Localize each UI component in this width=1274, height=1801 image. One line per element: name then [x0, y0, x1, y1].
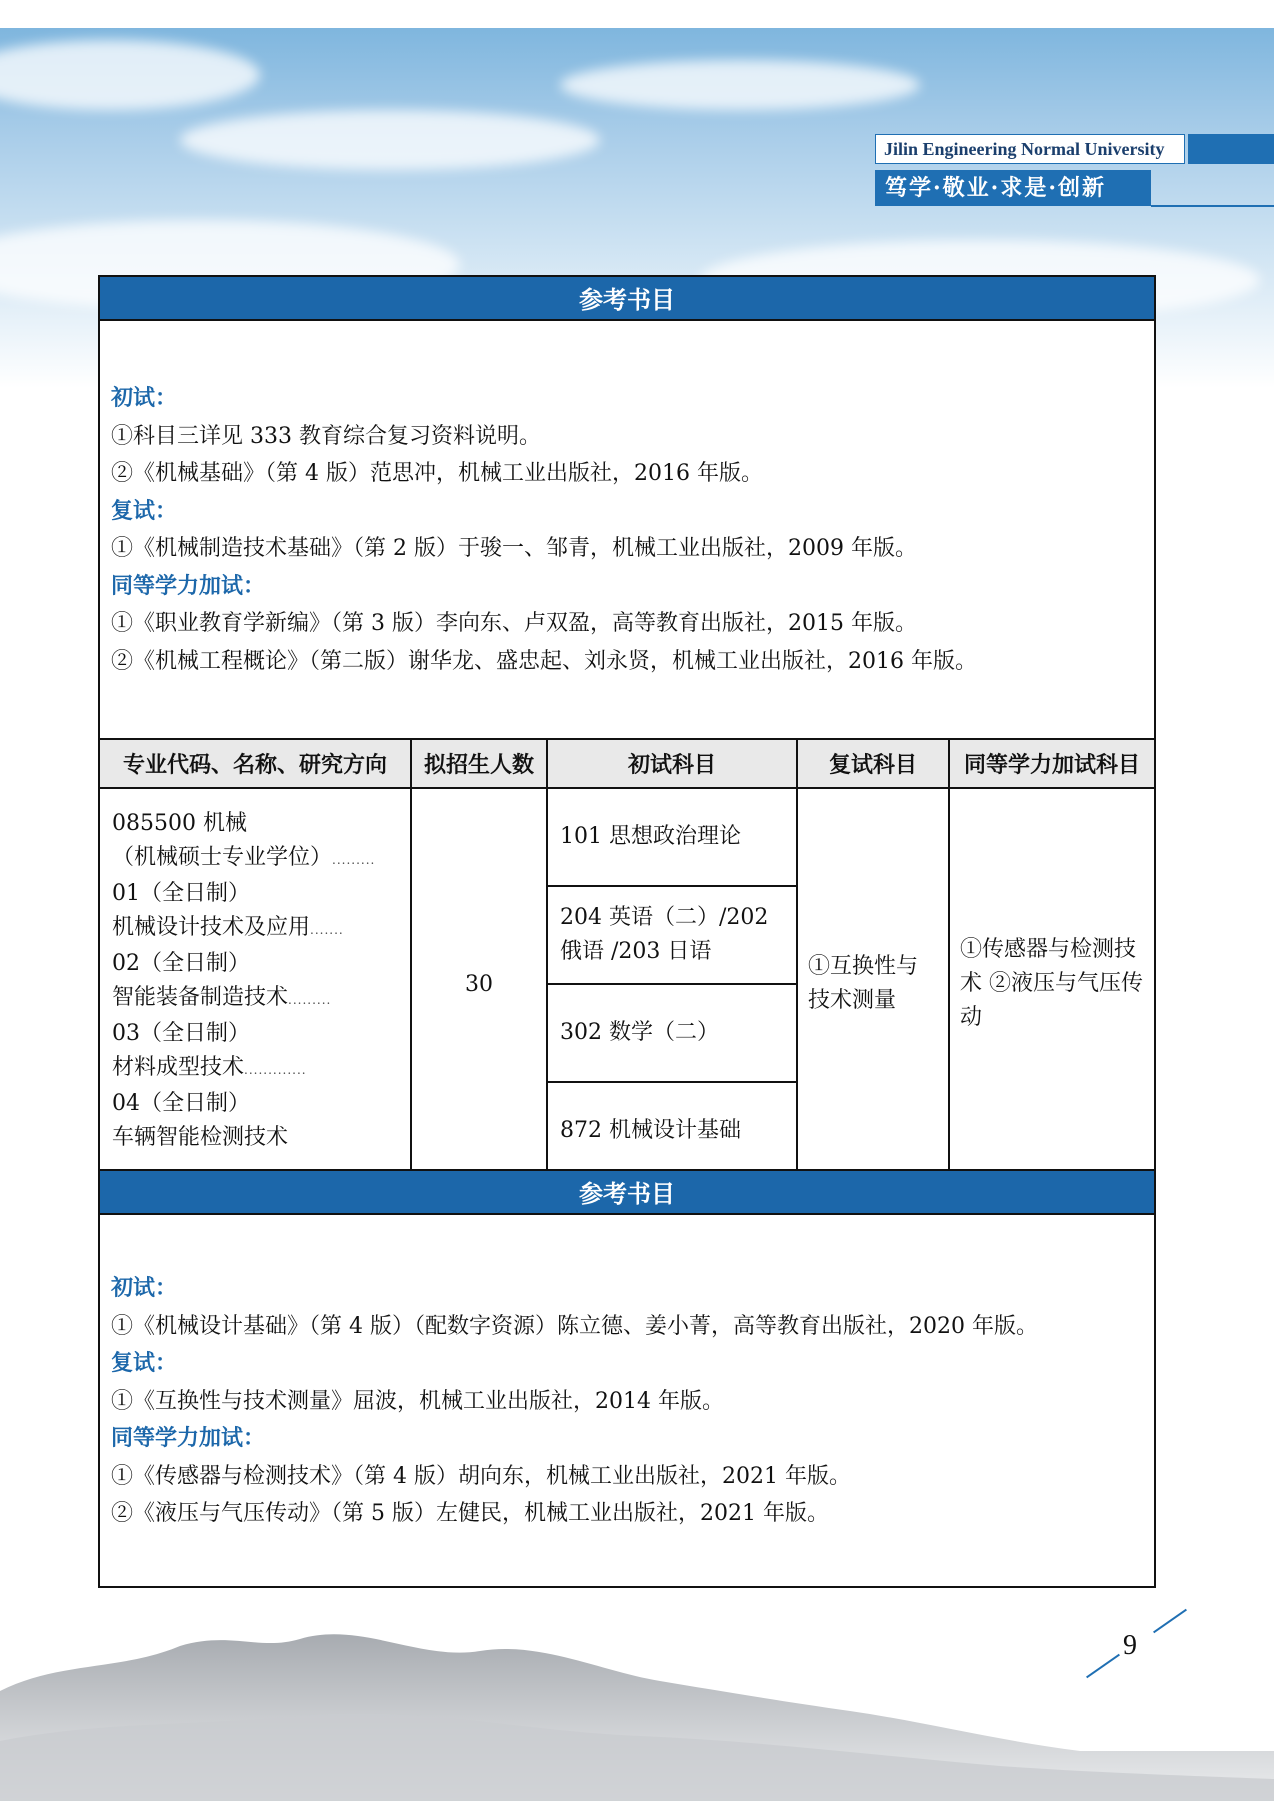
- cloud-decoration: [560, 60, 920, 110]
- major-cell: [99, 788, 411, 1180]
- initial-exam-heading: 初试：: [111, 1276, 178, 1301]
- major-line: 03（全日制）: [112, 1021, 250, 1046]
- major-line: 机械设计技术及应用.......: [112, 915, 344, 940]
- reference-item: ①《互换性与技术测量》屈波，机械工业出版社，2014 年版。: [111, 1388, 724, 1414]
- reference-item: ①《机械制造技术基础》（第 2 版）于骏一、邹青，机械工业出版社，2009 年版。: [111, 536, 917, 561]
- reference-item: ②《液压与气压传动》（第 5 版）左健民，机械工业出版社，2021 年版。: [111, 1501, 829, 1526]
- program-table: [98, 738, 1156, 1181]
- initial-subject-cell: 872 机械设计基础: [547, 1082, 797, 1180]
- initial-subject-cell: 204 英语（二）/202 俄语 /203 日语: [547, 886, 797, 984]
- table-row: [99, 788, 1155, 886]
- table-header-cell: 专业代码、名称、研究方向: [99, 739, 411, 788]
- enrollment-count: 30: [411, 788, 547, 1180]
- table-header-cell: 拟招生人数: [411, 739, 547, 788]
- initial-subject-cell: 101 思想政治理论: [547, 788, 797, 886]
- major-line: （机械硕士专业学位）.........: [112, 845, 376, 870]
- reference-item: ①《传感器与检测技术》（第 4 版）胡向东，机械工业出版社，2021 年版。: [111, 1463, 851, 1489]
- table-header-row: [99, 739, 1155, 788]
- major-line: 02（全日制）: [112, 951, 250, 976]
- equivalent-exam-heading: 同等学力加试：: [111, 1426, 266, 1451]
- table-header-cell: 同等学力加试科目: [949, 739, 1155, 788]
- page-number: 9: [1123, 1630, 1137, 1661]
- university-motto: 笃学·敬业·求是·创新: [875, 170, 1151, 206]
- table-header-cell: 初试科目: [547, 739, 797, 788]
- initial-subject-cell: 302 数学（二）: [547, 984, 797, 1082]
- cloud-decoration: [180, 110, 600, 170]
- reference-item: ②《机械工程概论》（第二版）谢华龙、盛忠起、刘永贤，机械工业出版社，2016 年版。: [111, 648, 977, 674]
- reference-item: ①科目三详见 333 教育综合复习资料说明。: [111, 423, 541, 449]
- major-line: 04（全日制）: [112, 1091, 250, 1116]
- major-line: 01（全日制）: [112, 881, 250, 906]
- header-accent-bar: [1188, 134, 1274, 164]
- retest-heading: 复试：: [111, 1351, 178, 1376]
- reference-books-band: 参考书目: [98, 275, 1156, 321]
- major-line: 085500 机械: [112, 811, 247, 836]
- header-rule: [1151, 205, 1274, 207]
- reference-item: ②《机械基础》（第 4 版）范思冲，机械工业出版社，2016 年版。: [111, 461, 763, 486]
- retest-subject-cell: ①互换性与技术测量: [797, 788, 949, 1180]
- university-name-en: Jilin Engineering Normal University: [875, 134, 1185, 164]
- reference-list: [111, 380, 977, 680]
- major-line: 车辆智能检测技术: [112, 1125, 289, 1150]
- equivalent-exam-heading: 同等学力加试：: [111, 573, 266, 599]
- equivalent-subject-cell: ①传感器与检测技术 ②液压与气压传动: [949, 788, 1155, 1180]
- reference-item: ①《机械设计基础》（第 4 版）（配数字资源）陈立德、姜小菁，高等教育出版社，2020 年版。: [111, 1313, 1038, 1339]
- reference-item: ①《职业教育学新编》（第 3 版）李向东、卢双盈，高等教育出版社，2015 年版。: [111, 611, 917, 636]
- initial-exam-heading: 初试：: [111, 386, 178, 411]
- reference-list: [111, 1270, 1038, 1533]
- major-line: 材料成型技术.............: [112, 1055, 307, 1080]
- mountain-decoration: [0, 1551, 1274, 1801]
- table-header-cell: 复试科目: [797, 739, 949, 788]
- retest-heading: 复试：: [111, 498, 178, 524]
- reference-books-band: 参考书目: [98, 1169, 1156, 1215]
- major-line: 智能装备制造技术.........: [112, 985, 332, 1010]
